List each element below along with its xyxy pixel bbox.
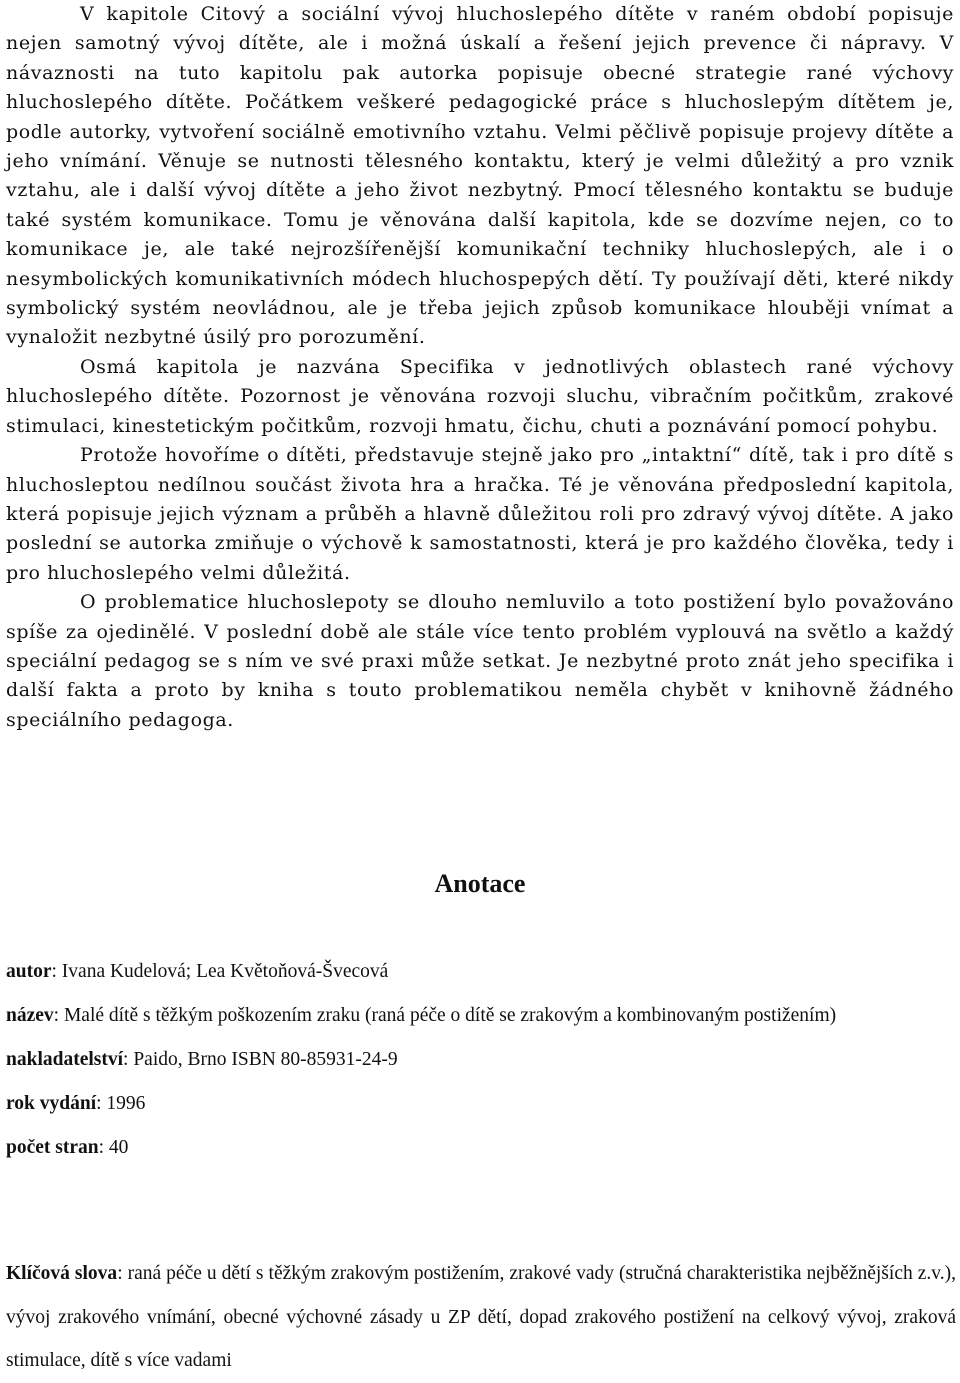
annotation-label: rok vydání (6, 1093, 97, 1114)
annotation-heading: Anotace (434, 869, 526, 898)
annotation-value: : 40 (98, 1137, 129, 1158)
annotation-value: : Malé dítě s těžkým poškozením zraku (raná péče o dítě se zrakovým a kombinovaným postižením) (53, 1005, 837, 1026)
keywords-section (6, 1252, 956, 1383)
paragraph-1: V kapitole Citový a sociální vývoj hluchoslepého dítěte v raném období popisuje nejen samotný vývoj dítěte, ale i možná úskalí a řešení jejich prevence či nápravy. V návaznosti na tuto kapitolu pak autorka popisuje obecné strategie rané výchovy hluchoslepého dítěte. Počátkem veškeré pedagogické práce s hluchoslepým dítětem je, podle autorky, vytvoření sociálně emotivního vztahu. Velmi pěčlivě popisuje projevy dítěte a jeho vnímání. Věnuje se nutnosti tělesného kontaktu, který je velmi důležitý a pro vznik vztahu, ale i další vývoj dítěte a jeho život nezbytný. Pmocí tělesného kontaktu se buduje také systém komunikace. Tomu je věnována další kapitola, kde se dozvíme nejen, co to komunikace je, ale také nejrozšířenější komunikační techniky hluchoslepých, ale i o nesymbolických komunikativních módech hluchospepých dětí. Ty používají děti, které nikdy symbolický systém neovládnou, ale je třeba jejich způsob komunikace hlouběji vnímat a vynaložit nezbytné úsilý pro porozumění. (6, 3, 954, 349)
annotation-label: nakladatelství (6, 1049, 124, 1070)
annotation-row-author (6, 950, 956, 994)
annotation-value: : Ivana Kudelová; Lea Květoňová-Švecová (51, 961, 389, 982)
paragraph-4: O problematice hluchoslepoty se dlouho nemluvilo a toto postižení bylo považováno spíše za ojedinělé. V poslední době ale stále více tento problém vyplouvá na světlo a každý speciální pedagog se s ním ve své praxi může setkat. Je nezbytné proto znát jeho specifika i další fakta a proto by kniha s touto problematikou neměla chybět v knihovně žádného speciálního pedagoga. (6, 591, 954, 731)
paragraph-3: Protože hovoříme o dítěti, představuje stejně jako pro „intaktní“ dítě, tak i pro dítě s hluchosleptou nedílnou součást života hra a hračka. Té je věnována předposlední kapitola, která popisuje jejich význam a průběh a hlavně důležitou roli pro zdravý vývoj dítěte. A jako poslední se autorka zmiňuje o výchově k samostatnosti, která je pro každého člověka, tedy i pro hluchoslepého velmi důležitá. (6, 444, 954, 584)
keywords-label: Klíčová slova (6, 1263, 118, 1284)
annotation-row-pages (6, 1126, 956, 1170)
annotation-label: autor (6, 961, 52, 982)
annotation-label: počet stran (6, 1137, 99, 1158)
annotation-value: : Paido, Brno ISBN 80-85931-24-9 (123, 1049, 398, 1070)
annotation-row-title (6, 994, 956, 1038)
keywords-value: : raná péče u dětí s těžkým zrakovým postižením, zrakové vady (stručná charakteristika nejběžnějších z.v.), vývoj zrakového vnímání, obecné výchovné zásady u ZP dětí, dopad zrakového postižení na celkový vývoj, zraková stimulace, dítě s více vadami (6, 1263, 956, 1371)
paragraph-2: Osmá kapitola je nazvána Specifika v jednotlivých oblastech rané výchovy hluchoslepého dítěte. Pozornost je věnována rozvoji sluchu, vibračním počitkům, zrakové stimulaci, kinestetickým počitkům, rozvoji hmatu, čichu, chuti a poznávání pomocí pohybu. (6, 355, 954, 437)
annotation-row-year (6, 1082, 956, 1126)
annotation-row-publisher (6, 1038, 956, 1082)
annotation-value: : 1996 (96, 1093, 146, 1114)
annotation-label: název (6, 1005, 54, 1026)
annotation-section (6, 950, 956, 1170)
review-body-text (6, 0, 954, 735)
